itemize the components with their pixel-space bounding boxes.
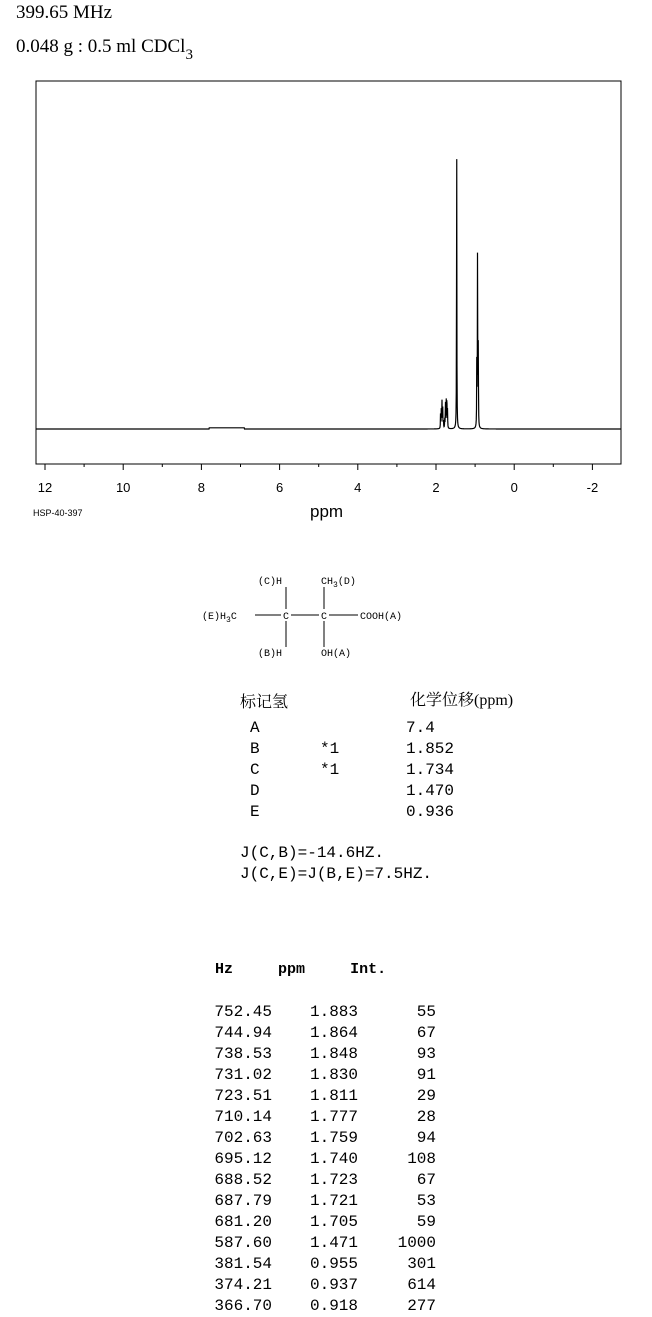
assignment-shift: 1.734 [406,761,455,779]
peak-ppm: 1.848 [309,1045,358,1063]
assignment-header-label: 标记氢 [240,694,289,711]
peak-row [200,1296,436,1317]
assignment-label: C [250,761,260,779]
peak-int: 55 [416,1003,436,1021]
peak-ppm: 1.759 [309,1129,358,1147]
peak-row [200,1254,436,1275]
sample-text: 0.048 g : 0.5 ml CDCl [16,36,186,57]
assignment-row [250,760,486,781]
peak-int: 67 [416,1171,436,1189]
peak-table [200,1002,436,1317]
assignment-shift: 1.852 [406,740,455,758]
peak-hz: 688.52 [214,1171,272,1189]
assignment-shift: 0.936 [406,803,455,821]
x-tick-label: 12 [37,480,53,495]
peak-ppm: 1.777 [309,1108,358,1126]
struct-label-eh3c [202,611,237,625]
peak-int: 59 [416,1213,436,1231]
assignment-shift: 1.470 [406,782,455,800]
struct-label-ch3 [321,576,356,590]
peak-row [200,1023,436,1044]
peak-int: 53 [416,1192,436,1210]
peak-row [200,1170,436,1191]
struct-label-cooh: COOH(A) [360,612,403,623]
peak-row [200,1149,436,1170]
nmr-spectrum-chart [0,70,652,500]
peak-ppm: 1.721 [309,1192,358,1210]
peak-hz: 587.60 [214,1234,272,1252]
peak-table-header [215,961,386,978]
struct-eh3c-sub: 3 [226,616,231,625]
peak-int: 67 [416,1024,436,1042]
peak-ppm: 1.864 [309,1024,358,1042]
assignment-row [250,718,486,739]
x-axis-ticks [45,464,592,470]
peak-ppm: 1.471 [309,1234,358,1252]
peak-header-int: Int. [350,961,387,978]
peak-ppm: 0.937 [309,1276,358,1294]
assignment-label: E [250,803,260,821]
spectrum-code: HSP-40-397 [33,508,83,518]
struct-atom-c2: C [321,612,328,623]
peak-hz: 381.54 [214,1255,272,1273]
peak-hz: 752.45 [214,1003,272,1021]
peak-hz: 374.21 [214,1276,272,1294]
x-tick-label: 0 [510,480,518,495]
peak-row [200,1191,436,1212]
peak-row [200,1107,436,1128]
sample-subscript: 3 [185,47,193,63]
assignment-label: A [250,719,260,737]
peak-row [200,1212,436,1233]
assignment-note: *1 [320,740,340,758]
peak-int: 1000 [397,1234,436,1252]
struct-ch3-d: (D) [337,577,356,588]
peak-ppm: 1.830 [309,1066,358,1084]
peak-ppm: 1.883 [309,1003,358,1021]
peak-int: 93 [416,1045,436,1063]
peak-int: 108 [407,1150,436,1168]
peak-ppm: 1.723 [309,1171,358,1189]
struct-label-ch: (C)H [258,577,283,588]
peak-header-ppm: ppm [278,961,306,978]
peak-hz: 731.02 [214,1066,272,1084]
coupling-line-2: J(C,E)=J(B,E)=7.5HZ. [240,865,433,883]
peak-row [200,1086,436,1107]
struct-ch3-sub: 3 [333,581,338,590]
spectrum-trace [36,159,621,429]
peak-row [200,1065,436,1086]
peak-hz: 687.79 [214,1192,272,1210]
peak-int: 94 [416,1129,436,1147]
x-tick-label: 4 [354,480,362,495]
peak-hz: 710.14 [214,1108,272,1126]
x-tick-label: 10 [115,480,131,495]
struct-atom-c1: C [283,612,290,623]
peak-ppm: 1.705 [309,1213,358,1231]
peak-hz: 681.20 [214,1213,272,1231]
assignment-label: D [250,782,260,800]
peak-row [200,1002,436,1023]
assignment-header-shift: 化学位移(ppm) [410,692,514,709]
assignment-label: B [250,740,260,758]
peak-hz: 695.12 [214,1150,272,1168]
assignment-row [250,739,486,760]
sample-description [16,36,193,64]
peak-hz: 738.53 [214,1045,272,1063]
peak-header-hz: Hz [215,961,234,978]
coupling-constants [240,843,432,885]
x-tick-label: 8 [197,480,206,495]
assignment-note [320,781,406,802]
peak-int: 91 [416,1066,436,1084]
peak-row [200,1233,436,1254]
assignment-row [250,781,486,802]
peak-hz: 723.51 [214,1087,272,1105]
assignment-note [320,802,406,823]
peak-ppm: 1.740 [309,1150,358,1168]
struct-eh3c-post: C [230,612,237,623]
peak-int: 277 [407,1297,436,1315]
x-tick-label: 2 [432,480,440,495]
coupling-line-1: J(C,B)=-14.6HZ. [240,844,385,862]
peak-ppm: 1.811 [309,1087,358,1105]
assignment-note: *1 [320,761,340,779]
struct-label-oh: OH(A) [321,649,352,660]
struct-ch3-text: CH [321,577,334,588]
peak-row [200,1128,436,1149]
struct-eh3c-pre: (E)H [202,612,227,623]
peak-ppm: 0.918 [309,1297,358,1315]
plot-frame [36,81,621,464]
peak-int: 29 [416,1087,436,1105]
x-axis-label: ppm [310,502,344,521]
spectrometer-frequency: 399.65 MHz [16,2,113,23]
peak-hz: 366.70 [214,1297,272,1315]
struct-bonds [255,587,358,647]
peak-int: 614 [407,1276,436,1294]
x-tick-label: -2 [586,480,599,495]
peak-row [200,1275,436,1296]
x-axis-tick-labels [38,480,598,495]
struct-label-bh: (B)H [258,649,283,660]
peak-ppm: 0.955 [309,1255,358,1273]
peak-hz: 702.63 [214,1129,272,1147]
assignment-shift: 7.4 [406,719,435,737]
assignment-note [320,718,406,739]
peak-row [200,1044,436,1065]
peak-int: 301 [407,1255,436,1273]
x-tick-label: 6 [275,480,284,495]
assignment-table [250,718,486,823]
assignment-row [250,802,486,823]
peak-int: 28 [416,1108,436,1126]
peak-hz: 744.94 [214,1024,272,1042]
molecule-structure [190,565,450,665]
